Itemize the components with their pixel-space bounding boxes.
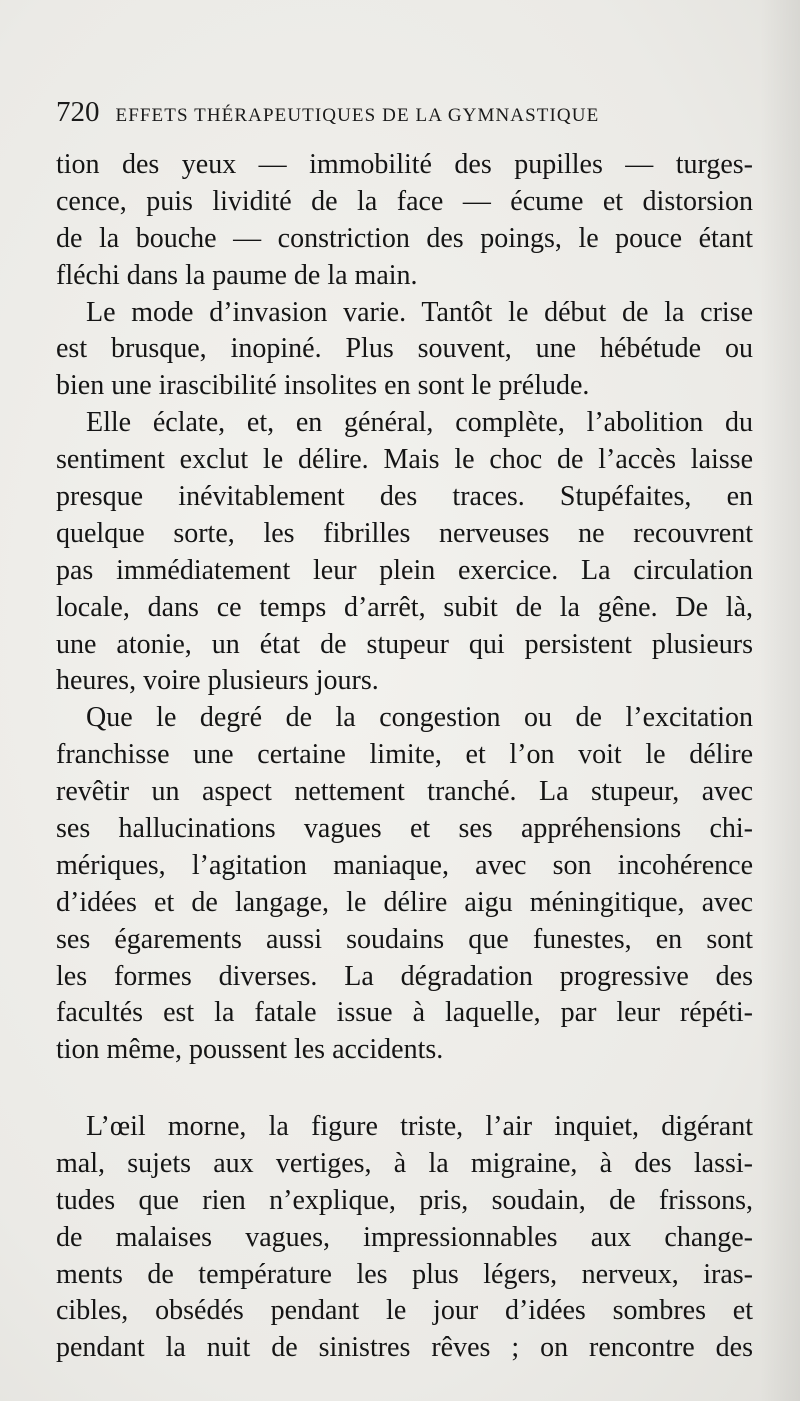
text-line: sentiment exclut le délire. Mais le choc de l’accès laisse — [56, 444, 753, 476]
text-line: bien une irascibilité insolites en sont le prélude. — [56, 370, 590, 402]
text-line: fléchi dans la paume de la main. — [56, 259, 418, 291]
text-line: locale, dans ce temps d’arrêt, subit de la gêne. De là, — [56, 591, 753, 623]
text-line: ses hallucinations vagues et ses appréhensions chi- — [56, 813, 753, 845]
running-head-title: EFFETS THÉRAPEUTIQUES DE LA GYMNASTIQUE — [115, 105, 600, 126]
text-line: presque inévitablement des traces. Stupéfaites, en — [56, 481, 753, 513]
text-line: d’idées et de langage, le délire aigu méningitique, avec — [56, 886, 753, 918]
text-line: facultés est la fatale issue à laquelle, par leur répéti- — [56, 997, 753, 1029]
text-line: cibles, obsédés pendant le jour d’idées sombres et — [56, 1295, 753, 1327]
text-line: mériques, l’agitation maniaque, avec son incohérence — [56, 849, 753, 881]
text-line: heures, voire plusieurs jours. — [56, 665, 379, 697]
text-line: franchisse une certaine limite, et l’on voit le délire — [56, 739, 753, 771]
page-edge-shadow — [760, 0, 800, 1401]
text-line: de malaises vagues, impressionnables aux change- — [56, 1221, 753, 1253]
text-line: Elle éclate, et, en général, complète, l’abolition du — [86, 407, 753, 439]
text-line: quelque sorte, les fibrilles nerveuses ne recouvrent — [56, 517, 753, 549]
text-line: une atonie, un état de stupeur qui persistent plusieurs — [56, 628, 753, 660]
text-line: L’œil morne, la figure triste, l’air inquiet, digérant — [86, 1111, 753, 1142]
text-line: cence, puis lividité de la face — écume et distorsion — [56, 185, 753, 217]
text-line: les formes diverses. La dégradation progressive des — [56, 960, 753, 992]
text-line: revêtir un aspect nettement tranché. La stupeur, avec — [56, 776, 753, 808]
body-text-block — [56, 147, 753, 1069]
text-line: tudes que rien n’explique, pris, soudain, de frissons, — [56, 1184, 753, 1216]
text-line: pendant la nuit de sinistres rêves ; on rencontre des — [56, 1332, 753, 1364]
text-line: Que le degré de la congestion ou de l’excitation — [86, 702, 753, 734]
text-line: Le mode d’invasion varie. Tantôt le début de la crise — [86, 296, 753, 328]
text-line: mal, sujets aux vertiges, à la migraine, à des lassi- — [56, 1147, 753, 1179]
text-line: pas immédiatement leur plein exercice. La circulation — [56, 554, 753, 586]
text-line: est brusque, inopiné. Plus souvent, une hébétude ou — [56, 333, 753, 365]
text-line: tion même, poussent les accidents. — [56, 1034, 444, 1066]
text-line: tion des yeux — immobilité des pupilles — turges- — [56, 149, 753, 180]
text-line: de la bouche — constriction des poings, le pouce étant — [56, 222, 753, 254]
text-line: ses égarements aussi soudains que funestes, en sont — [56, 923, 753, 955]
text-line: ments de température les plus légers, nerveux, iras- — [56, 1258, 753, 1290]
second-text-block — [56, 1109, 753, 1367]
page-number: 720 — [56, 96, 100, 128]
running-head — [56, 96, 756, 129]
